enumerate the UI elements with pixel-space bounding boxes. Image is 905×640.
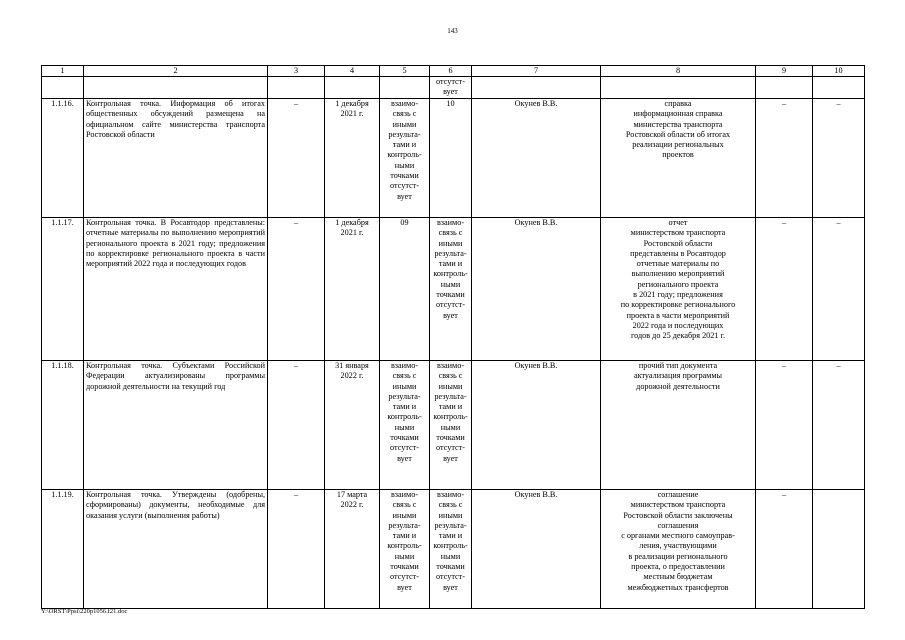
row-document: справка информационная справка министерства транспорта Ростовской области об итогах реализации региональных проектов [601, 99, 756, 218]
row-col6: взаимо- связь с иными результа- тами и контроль- ными точками отсутст- вует [430, 490, 472, 609]
row-col3: – [268, 361, 325, 490]
row-document: отчет министерством транспорта Ростовской области представлены в Росавтодор отчетные материалы по выполнению мероприятий регионального проекта в 2021 году; предложения по корректировке регионального проекта в части мероприятий 2022 года и последующих годов до 25 декабря 2021 г. [601, 218, 756, 361]
row-col9: – [756, 99, 813, 218]
row-id: 1.1.16. [42, 99, 84, 218]
row-col10: – [813, 218, 865, 361]
row-col6: 10 [430, 99, 472, 218]
continuation-cell: отсутст- вует [430, 77, 472, 99]
row-id: 1.1.18. [42, 361, 84, 490]
row-col6: взаимо- связь с иными результа- тами и контроль- ными точками отсутст- вует [430, 361, 472, 490]
page-number: 143 [447, 27, 458, 35]
row-col9: – [756, 361, 813, 490]
row-date: 17 марта 2022 г. [325, 490, 380, 609]
row-col10 [813, 490, 865, 609]
table-row [42, 361, 865, 490]
column-number: 6 [430, 66, 472, 77]
row-document: соглашение министерством транспорта Ростовской области заключены соглашения с органами местного самоуправ- ления, участвующими в реализации регионального проекта, о предоставлении местным бюджетам межбюджетных трансфертов [601, 490, 756, 609]
row-col5: 09 [380, 218, 430, 361]
table-row [42, 99, 865, 218]
column-numbers-row [42, 66, 865, 77]
row-col9: – [756, 490, 813, 609]
continuation-row [42, 77, 865, 99]
row-description: Контрольная точка. Утверждены (одобрены, сформированы) документы, необходимые для оказания услуги (выполнения работы) [84, 490, 268, 609]
row-col5: взаимо- связь с иными результа- тами и контроль- ными точками отсутст- вует [380, 490, 430, 609]
row-responsible: Окунев В.В. [472, 490, 601, 609]
column-number: 9 [756, 66, 813, 77]
row-date: 1 декабря 2021 г. [325, 218, 380, 361]
plan-table [41, 65, 865, 609]
column-number: 8 [601, 66, 756, 77]
row-description: Контрольная точка. В Росавтодор представлены: отчетные материалы по выполнению мероприятий регионального проекта в 2021 году; предложения по корректировке регионального проекта в части мероприятий 2022 года и последующих годов [84, 218, 268, 361]
column-number: 3 [268, 66, 325, 77]
column-number: 10 [813, 66, 865, 77]
table-row [42, 218, 865, 361]
row-col3: – [268, 490, 325, 609]
row-col3: – [268, 218, 325, 361]
row-date: 1 декабря 2021 г. [325, 99, 380, 218]
row-date: 31 января 2022 г. [325, 361, 380, 490]
row-col5: взаимо- связь с иными результа- тами и контроль- ными точками отсутст- вует [380, 361, 430, 490]
row-description: Контрольная точка. Информация об итогах общественных обсуждений размещена на официальном сайте министерства транспорта Ростовской области [84, 99, 268, 218]
table-row [42, 490, 865, 609]
row-id: 1.1.17. [42, 218, 84, 361]
row-col10: – [813, 99, 865, 218]
column-number: 5 [380, 66, 430, 77]
row-responsible: Окунев В.В. [472, 218, 601, 361]
row-description: Контрольная точка. Субъектами Российской Федерации актуализированы программы дорожной деятельности на текущий год [84, 361, 268, 490]
row-responsible: Окунев В.В. [472, 99, 601, 218]
row-responsible: Окунев В.В. [472, 361, 601, 490]
row-document: прочий тип документа актуализация программы дорожной деятельности [601, 361, 756, 490]
row-col6: взаимо- связь с иными результа- тами и контроль- ными точками отсутст- вует [430, 218, 472, 361]
row-col10: – [813, 361, 865, 490]
row-col3: – [268, 99, 325, 218]
row-col5: взаимо- связь с иными результа- тами и контроль- ными точками отсутст- вует [380, 99, 430, 218]
column-number: 2 [84, 66, 268, 77]
row-col9: – [756, 218, 813, 361]
file-path-footer: Y:\ORST\Ppsi\220p1056.f21.doc [41, 608, 128, 615]
column-number: 4 [325, 66, 380, 77]
column-number: 1 [42, 66, 84, 77]
column-number: 7 [472, 66, 601, 77]
row-id: 1.1.19. [42, 490, 84, 609]
